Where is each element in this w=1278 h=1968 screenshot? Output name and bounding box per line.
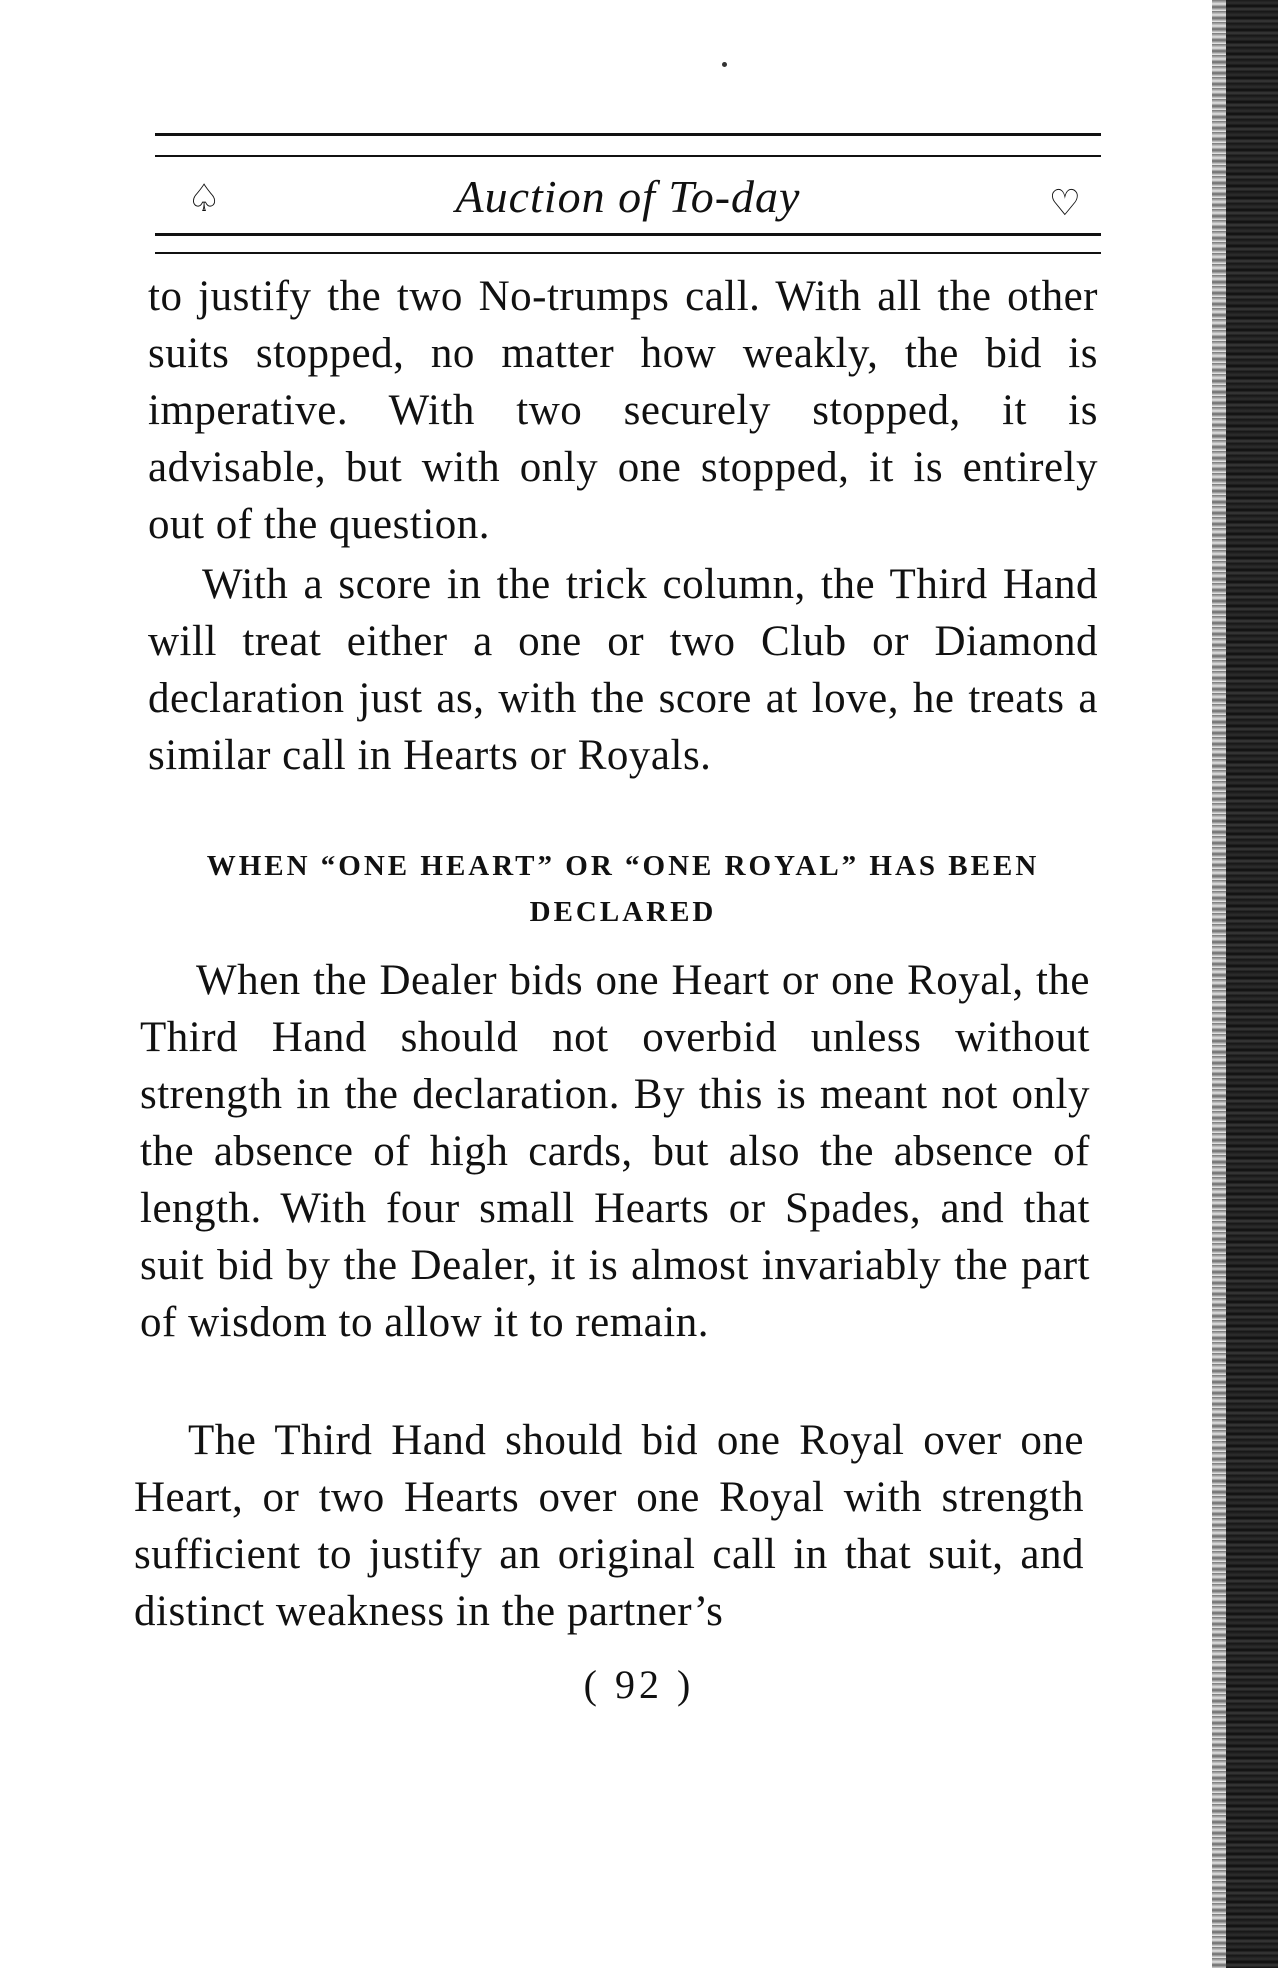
page-number: ( 92 ): [583, 1662, 695, 1707]
header-rule-top: [155, 133, 1101, 136]
paragraph-dealer-bids: When the Dealer bids one Heart or one Royal, the Third Hand should not overbid unless without strength in the declaration. By this is meant not only the absence of high cards, but also the absence of length. With four small Hearts or Spades, and that suit bid by the Dealer, it is almost invariably the part of wisdom to allow it to remain.: [140, 957, 1090, 1346]
paragraph-score-trick-column: With a score in the trick column, the Third Hand will treat either a one or two Club or Diamond declaration just as, with the score at love, he treats a similar call in Hearts or Royals.: [148, 561, 1098, 779]
spade-icon: ♤: [187, 178, 222, 220]
header-rule-bottom: [155, 233, 1101, 236]
section-heading: WHEN “ONE HEART” OR “ONE ROYAL” HAS BEEN DECLARED: [206, 850, 1040, 928]
running-header: [155, 168, 1101, 230]
scan-binding-edge: [1226, 0, 1278, 1968]
heart-icon: ♡: [1048, 183, 1081, 223]
running-head-title: Auction of To-day: [455, 171, 801, 222]
paragraph-third-hand: The Third Hand should bid one Royal over one Heart, or two Hearts over one Royal with strength sufficient to justify an original call in that suit, and distinct weakness in the partner’s: [134, 1417, 1084, 1635]
paragraph-continued: to justify the two No-trumps call. With all the other suits stopped, no matter how weakly, the bid is imperative. With two securely stopped, it is advisable, but with only one stopped, it is entirely out of the question.: [148, 273, 1098, 548]
header-rule-bottom-thin: [155, 252, 1101, 254]
print-speck: [722, 62, 727, 67]
header-rule-top-thin: [155, 155, 1101, 157]
